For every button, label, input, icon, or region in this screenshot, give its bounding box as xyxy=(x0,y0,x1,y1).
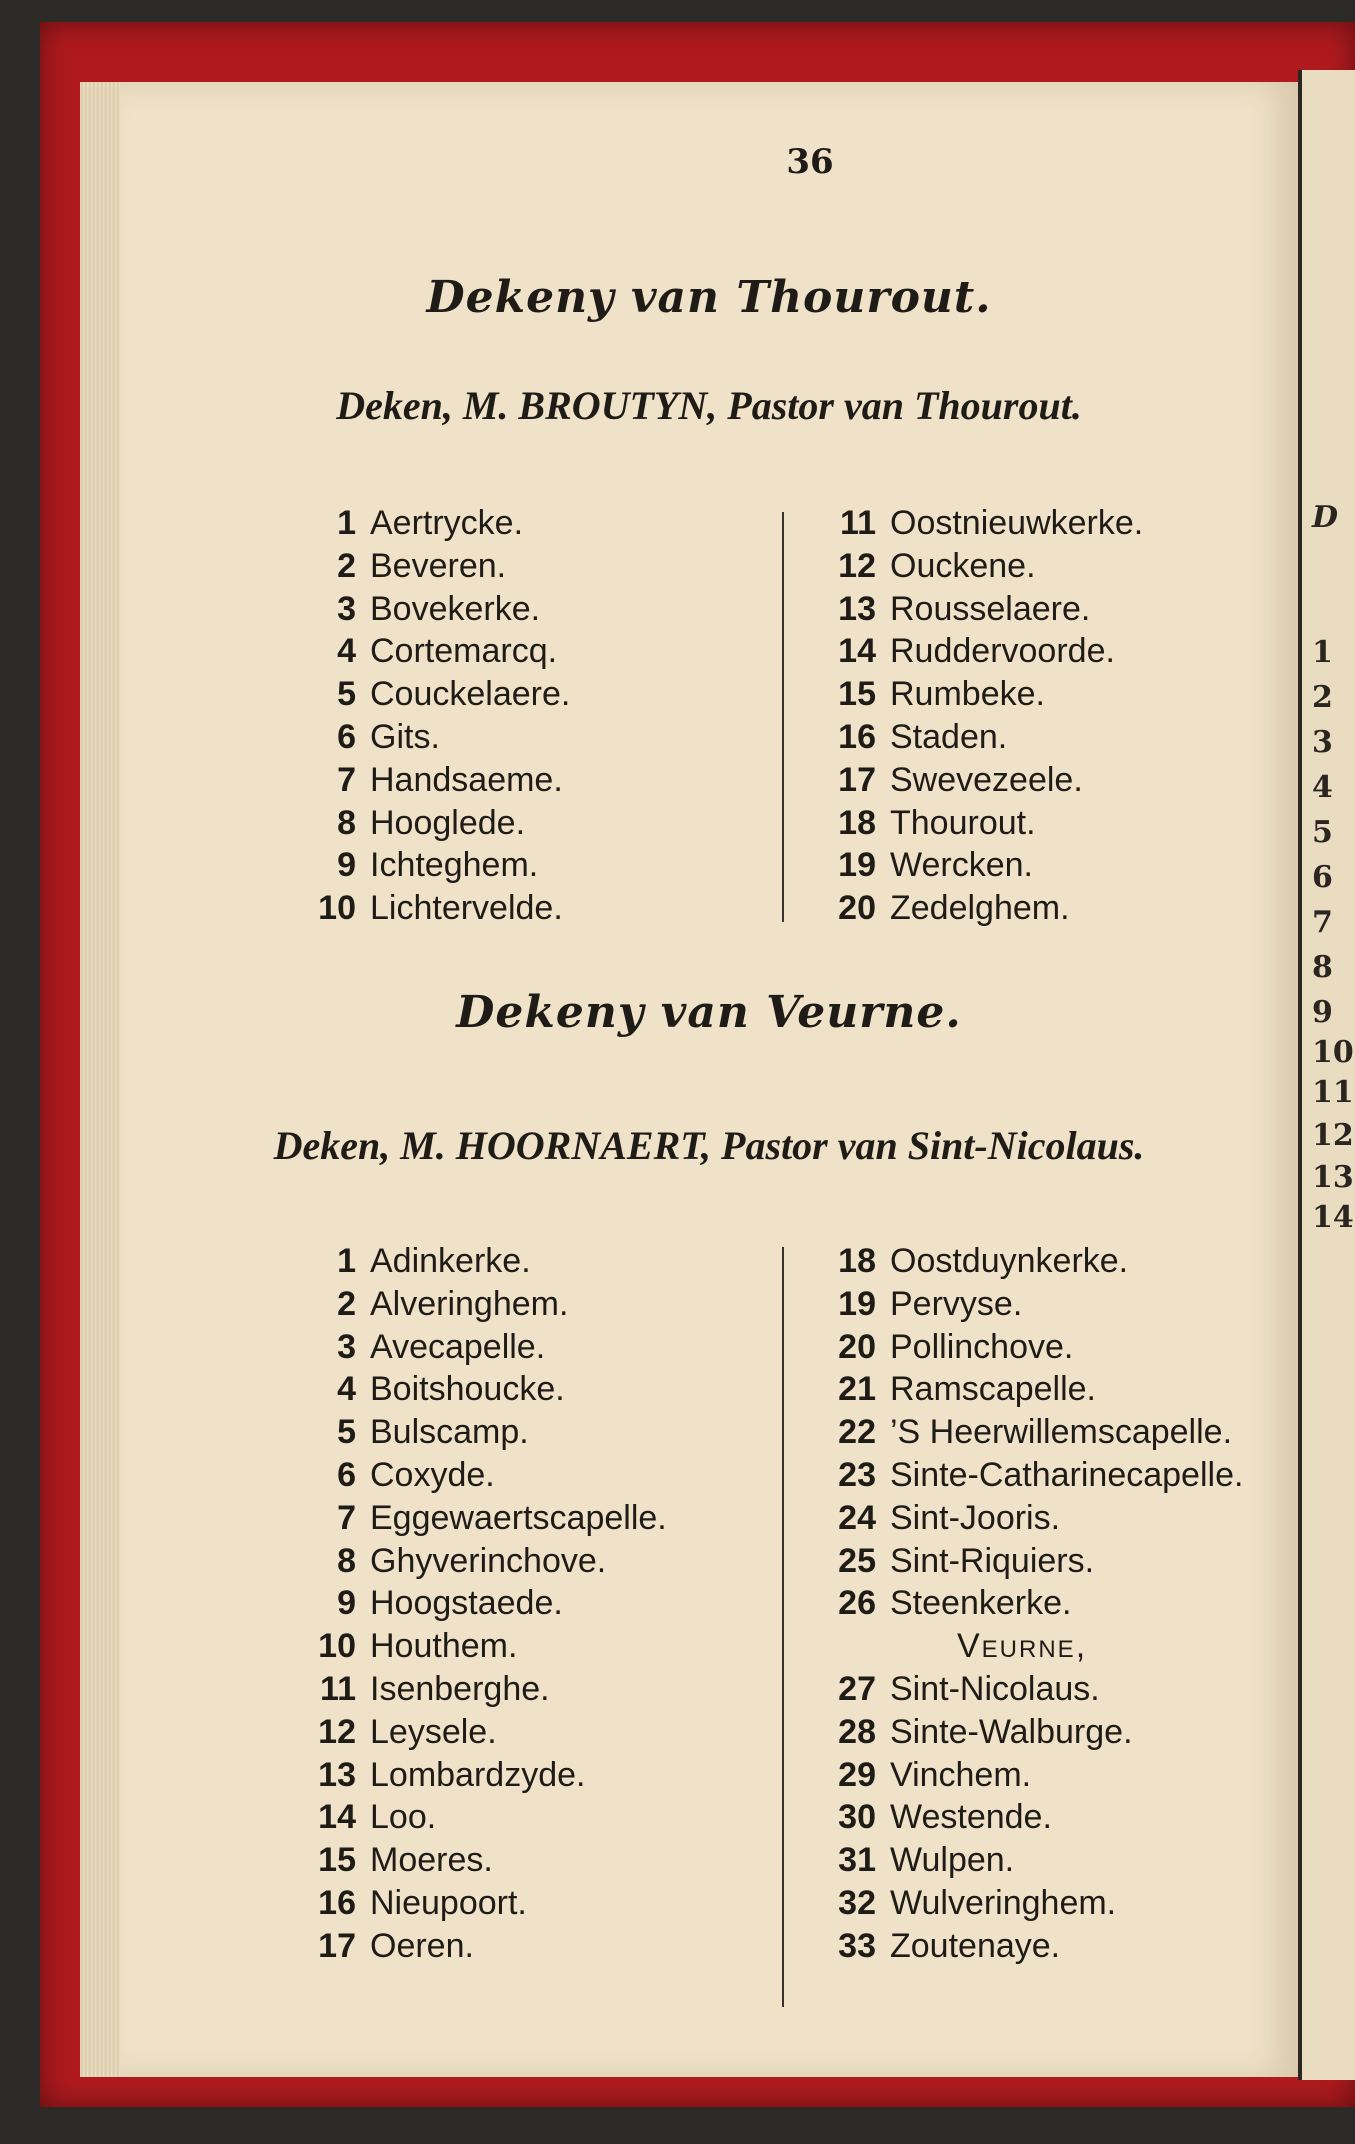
column-divider xyxy=(782,1247,784,2007)
list-item xyxy=(302,887,570,930)
item-number: 17 xyxy=(838,760,876,799)
next-page-glyph: 2 xyxy=(1312,680,1333,715)
next-page-glyph: 13 xyxy=(1312,1160,1354,1195)
parish-name: Nieupoort. xyxy=(370,1883,527,1922)
item-number: 6 xyxy=(337,1455,356,1494)
parish-name: Ghyverinchove. xyxy=(370,1541,607,1580)
list-item xyxy=(302,716,570,759)
list-item xyxy=(822,759,1143,802)
list-item xyxy=(302,1283,667,1326)
parish-name: Oeren. xyxy=(370,1926,474,1965)
list-item xyxy=(822,1497,1243,1540)
list-item xyxy=(822,1540,1243,1583)
dean-line-thourout: Deken, M. BROUTYN, Pastor van Thourout. xyxy=(336,383,1082,428)
parish-list-thourout-left xyxy=(302,502,570,930)
list-item xyxy=(822,630,1143,673)
list-item xyxy=(822,502,1143,545)
section-heading-veurne: Dekeny van Veurne. xyxy=(456,987,962,1038)
item-number: 10 xyxy=(318,889,356,928)
item-number: 23 xyxy=(838,1455,876,1494)
list-item xyxy=(302,1925,667,1968)
list-item xyxy=(822,716,1143,759)
parish-name: Steenkerke. xyxy=(890,1584,1072,1623)
list-item xyxy=(302,588,570,631)
item-number: 31 xyxy=(838,1841,876,1880)
item-number: 9 xyxy=(337,846,356,885)
item-number: 30 xyxy=(838,1798,876,1837)
parish-name: Hooglede. xyxy=(370,803,526,842)
next-page-glyph: 1 xyxy=(1312,635,1333,670)
list-item xyxy=(302,545,570,588)
item-number: 17 xyxy=(318,1926,356,1965)
list-item xyxy=(302,844,570,887)
parish-name: Ouckene. xyxy=(890,546,1036,585)
list-item xyxy=(302,1497,667,1540)
item-number: 4 xyxy=(337,632,356,671)
parish-name: Zoutenaye. xyxy=(890,1926,1061,1965)
parish-name: Oostnieuwkerke. xyxy=(890,504,1144,542)
parish-name: Lichtervelde. xyxy=(370,889,563,928)
item-number: 20 xyxy=(838,1327,876,1366)
item-number: 1 xyxy=(337,1242,356,1280)
item-number: 2 xyxy=(337,1284,356,1323)
list-item xyxy=(822,1925,1243,1968)
parish-name: Ramscapelle. xyxy=(890,1370,1096,1409)
list-item xyxy=(822,1326,1243,1369)
next-page-glyph: 3 xyxy=(1312,725,1333,760)
item-number: 9 xyxy=(337,1584,356,1623)
list-item xyxy=(822,673,1143,716)
list-item xyxy=(302,1454,667,1497)
item-number: 27 xyxy=(838,1669,876,1708)
list-item xyxy=(302,1411,667,1454)
list-item xyxy=(302,1882,667,1925)
list-item xyxy=(302,1540,667,1583)
parish-name: Leysele. xyxy=(370,1712,497,1751)
parish-name: Adinkerke. xyxy=(370,1242,531,1280)
parish-list-veurne-left xyxy=(302,1240,667,1968)
item-number: 16 xyxy=(318,1883,356,1922)
parish-name: Coxyde. xyxy=(370,1455,495,1494)
list-item xyxy=(302,1368,667,1411)
item-number: 29 xyxy=(838,1755,876,1794)
list-item xyxy=(302,1796,667,1839)
list-item xyxy=(822,1754,1243,1797)
list-item xyxy=(822,1796,1243,1839)
next-page-glyph: 10 xyxy=(1312,1035,1354,1070)
section-heading-thourout: Dekeny van Thourout. xyxy=(426,272,992,323)
item-number: 33 xyxy=(838,1926,876,1965)
parish-name: Handsaeme. xyxy=(370,760,563,799)
next-page-glyph: 9 xyxy=(1312,995,1333,1030)
parish-name: Beveren. xyxy=(370,546,507,585)
item-number: 3 xyxy=(337,1327,356,1366)
parish-name: Wulpen. xyxy=(890,1841,1015,1880)
item-number: 19 xyxy=(838,1284,876,1323)
list-item xyxy=(302,673,570,716)
parish-name: Boitshoucke. xyxy=(370,1370,565,1409)
veurne-subheading: Veurne, xyxy=(957,1627,1088,1666)
list-item xyxy=(302,502,570,545)
list-item xyxy=(302,1326,667,1369)
list-item xyxy=(302,1240,667,1283)
list-item xyxy=(302,759,570,802)
parish-name: Moeres. xyxy=(370,1841,493,1880)
item-number: 3 xyxy=(337,589,356,628)
item-number: 11 xyxy=(840,504,876,542)
dean-line-veurne: Deken, M. HOORNAERT, Pastor van Sint-Nicolaus. xyxy=(273,1123,1145,1168)
next-page-glyph: 5 xyxy=(1312,815,1333,850)
parish-name: Rousselaere. xyxy=(890,589,1091,628)
parish-name: Aertrycke. xyxy=(370,504,524,542)
next-page-edge xyxy=(1298,70,1355,2080)
column-divider xyxy=(782,512,784,922)
parish-name: Sint-Nicolaus. xyxy=(890,1669,1100,1708)
item-number: 7 xyxy=(337,1498,356,1537)
list-item xyxy=(302,1839,667,1882)
parish-name: Cortemarcq. xyxy=(370,632,558,671)
item-number: 13 xyxy=(838,589,876,628)
parish-name: Rumbeke. xyxy=(890,675,1045,714)
parish-name: Lombardzyde. xyxy=(370,1755,586,1794)
item-number: 14 xyxy=(838,632,876,671)
item-number: 28 xyxy=(838,1712,876,1751)
item-number: 22 xyxy=(838,1413,876,1452)
list-item xyxy=(302,1625,667,1668)
item-number: 19 xyxy=(838,846,876,885)
list-item xyxy=(302,1582,667,1625)
list-item xyxy=(822,802,1143,845)
parish-name: Avecapelle. xyxy=(370,1327,546,1366)
item-number: 25 xyxy=(838,1541,876,1580)
parish-name: Staden. xyxy=(890,717,1008,756)
list-item xyxy=(822,1283,1243,1326)
parish-list-veurne-right xyxy=(822,1240,1243,1968)
item-number: 6 xyxy=(337,717,356,756)
item-number: 12 xyxy=(838,546,876,585)
parish-name: Sint-Riquiers. xyxy=(890,1541,1095,1580)
list-item xyxy=(822,1882,1243,1925)
list-item xyxy=(302,1711,667,1754)
parish-name: Sinte-Catharinecapelle. xyxy=(890,1455,1244,1494)
item-number: 11 xyxy=(320,1669,356,1708)
list-item xyxy=(302,1668,667,1711)
list-item xyxy=(822,844,1143,887)
parish-name: Pollinchove. xyxy=(890,1327,1074,1366)
item-number: 20 xyxy=(838,889,876,928)
parish-name: Bovekerke. xyxy=(370,589,541,628)
next-page-glyph: 11 xyxy=(1312,1075,1354,1110)
list-item xyxy=(822,1839,1243,1882)
parish-name: Isenberghe. xyxy=(370,1669,550,1708)
item-number: 32 xyxy=(838,1883,876,1922)
item-number: 26 xyxy=(838,1584,876,1623)
item-number: 4 xyxy=(337,1370,356,1409)
parish-name: Eggewaertscapelle. xyxy=(370,1498,667,1537)
item-number: 18 xyxy=(838,803,876,842)
parish-name: Couckelaere. xyxy=(370,675,571,714)
item-number: 21 xyxy=(838,1370,876,1409)
list-item xyxy=(302,1754,667,1797)
item-number: 13 xyxy=(318,1755,356,1794)
parish-name: Pervyse. xyxy=(890,1284,1023,1323)
next-page-glyph: D xyxy=(1312,500,1339,535)
list-item xyxy=(822,588,1143,631)
parish-name: Wercken. xyxy=(890,846,1033,885)
item-number: 8 xyxy=(337,1541,356,1580)
next-page-glyph: 6 xyxy=(1312,860,1333,895)
item-number: 8 xyxy=(337,803,356,842)
parish-name: Vinchem. xyxy=(890,1755,1032,1794)
parish-name: ’S Heerwillemscapelle. xyxy=(890,1413,1233,1452)
parish-name: Swevezeele. xyxy=(890,760,1083,799)
list-item xyxy=(822,545,1143,588)
list-item xyxy=(302,630,570,673)
list-item xyxy=(822,1582,1243,1625)
item-number: 16 xyxy=(838,717,876,756)
parish-name: Oostduynkerke. xyxy=(890,1242,1129,1280)
list-item xyxy=(822,1240,1243,1283)
item-number: 15 xyxy=(838,675,876,714)
parish-name: Sint-Jooris. xyxy=(890,1498,1061,1537)
item-number: 2 xyxy=(337,546,356,585)
list-item xyxy=(822,1668,1243,1711)
list-item xyxy=(822,1711,1243,1754)
parish-name: Westende. xyxy=(890,1798,1052,1837)
item-number: 5 xyxy=(337,675,356,714)
parish-name: Zedelghem. xyxy=(890,889,1070,928)
parish-name: Ruddervoorde. xyxy=(890,632,1115,671)
list-item xyxy=(822,1368,1243,1411)
item-number: 5 xyxy=(337,1413,356,1452)
parish-name: Gits. xyxy=(370,717,440,756)
parish-name: Thourout. xyxy=(890,803,1036,842)
item-number: 7 xyxy=(337,760,356,799)
parish-name: Sinte-Walburge. xyxy=(890,1712,1133,1751)
parish-name: Wulveringhem. xyxy=(890,1883,1117,1922)
item-number: 1 xyxy=(337,504,356,542)
page-number: 36 xyxy=(786,142,834,182)
list-item xyxy=(822,1454,1243,1497)
parish-name: Ichteghem. xyxy=(370,846,539,885)
next-page-glyph: 12 xyxy=(1312,1118,1354,1153)
item-number: 14 xyxy=(318,1798,356,1837)
list-item xyxy=(302,802,570,845)
parish-name: Hoogstaede. xyxy=(370,1584,563,1623)
next-page-glyph: 4 xyxy=(1312,770,1333,805)
next-page-glyph: 7 xyxy=(1312,905,1333,940)
item-number: 18 xyxy=(838,1242,876,1280)
parish-name: Bulscamp. xyxy=(370,1413,529,1452)
item-number: 24 xyxy=(838,1498,876,1537)
parish-name: Loo. xyxy=(370,1798,437,1837)
item-number: 12 xyxy=(318,1712,356,1751)
parish-name: Alveringhem. xyxy=(370,1284,569,1323)
list-item xyxy=(822,1411,1243,1454)
parish-list-thourout-right xyxy=(822,502,1143,930)
next-page-glyph: 14 xyxy=(1312,1200,1354,1235)
next-page-glyph: 8 xyxy=(1312,950,1333,985)
book-page xyxy=(120,82,1298,2077)
parish-name: Houthem. xyxy=(370,1627,518,1666)
item-number: 10 xyxy=(318,1627,356,1666)
list-item xyxy=(822,887,1143,930)
item-number: 15 xyxy=(318,1841,356,1880)
